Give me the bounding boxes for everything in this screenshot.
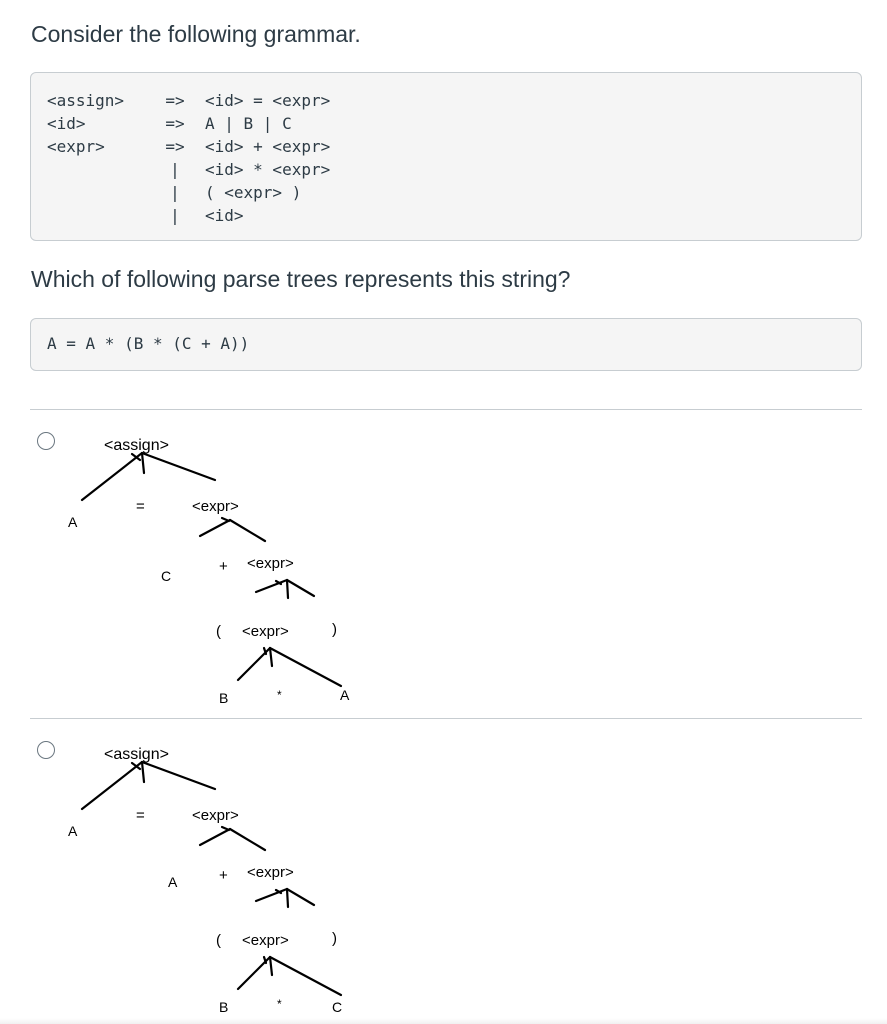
grammar-code-block <box>30 72 862 241</box>
grammar-rhs: <id> <box>205 206 244 225</box>
tree-node-lparen: ( <box>216 623 221 640</box>
tree-node-expr: <expr> <box>192 498 239 515</box>
tree-node-expr: <expr> <box>242 932 289 949</box>
bottom-edge-shadow <box>0 1018 887 1024</box>
tree-node-id: A <box>168 874 178 890</box>
grammar-lhs: <id> <box>47 114 86 133</box>
parse-tree-image <box>60 418 380 706</box>
answer-radio-button[interactable] <box>37 432 55 450</box>
grammar-rhs: ( <expr> ) <box>205 183 302 202</box>
grammar-operator: | <box>170 160 180 179</box>
question-intro: Consider the following grammar. <box>31 21 361 47</box>
target-string-code-block <box>30 318 862 371</box>
tree-node-equals: = <box>136 498 145 515</box>
tree-node-lparen: ( <box>216 932 221 949</box>
grammar-operator: | <box>170 206 180 225</box>
grammar-operator: => <box>165 137 185 156</box>
target-string: A = A * (B * (C + A)) <box>47 334 250 353</box>
tree-node-assign: <assign> <box>104 746 169 763</box>
grammar-operator: => <box>165 91 185 110</box>
parse-tree-drawing <box>60 418 380 708</box>
tree-node-rparen: ) <box>332 930 337 947</box>
tree-node-id: A <box>68 514 78 530</box>
tree-node-id: A <box>340 687 350 703</box>
tree-node-expr: <expr> <box>242 623 289 640</box>
grammar-operator: | <box>170 183 180 202</box>
tree-node-assign: <assign> <box>104 437 169 454</box>
tree-node-id: C <box>161 568 172 584</box>
answer-radio-button[interactable] <box>37 741 55 759</box>
answer-option[interactable] <box>0 410 887 718</box>
question-prompt: Which of following parse trees represents this string? <box>31 266 571 292</box>
grammar-lhs: <assign> <box>47 91 125 110</box>
parse-tree-image <box>60 727 380 1015</box>
grammar-operator: => <box>165 114 185 133</box>
tree-node-expr: <expr> <box>247 555 294 572</box>
tree-node-id: A <box>68 823 78 839</box>
tree-node-plus: + <box>219 867 228 884</box>
parse-tree-drawing <box>60 727 380 1017</box>
grammar-rhs: A | B | C <box>205 114 292 133</box>
tree-node-equals: = <box>136 807 145 824</box>
tree-node-id: B <box>219 999 229 1015</box>
tree-node-rparen: ) <box>332 621 337 638</box>
grammar-rhs: <id> = <expr> <box>205 91 331 110</box>
tree-node-star: * <box>277 997 282 1011</box>
tree-node-plus: + <box>219 558 228 575</box>
answer-option[interactable] <box>0 719 887 1024</box>
grammar-rhs: <id> + <expr> <box>205 137 331 156</box>
grammar-rhs: <id> * <expr> <box>205 160 331 179</box>
tree-node-expr: <expr> <box>192 807 239 824</box>
tree-node-star: * <box>277 688 282 702</box>
tree-node-expr: <expr> <box>247 864 294 881</box>
tree-node-id: B <box>219 690 229 706</box>
grammar-lhs: <expr> <box>47 137 105 156</box>
tree-node-id: C <box>332 999 343 1015</box>
